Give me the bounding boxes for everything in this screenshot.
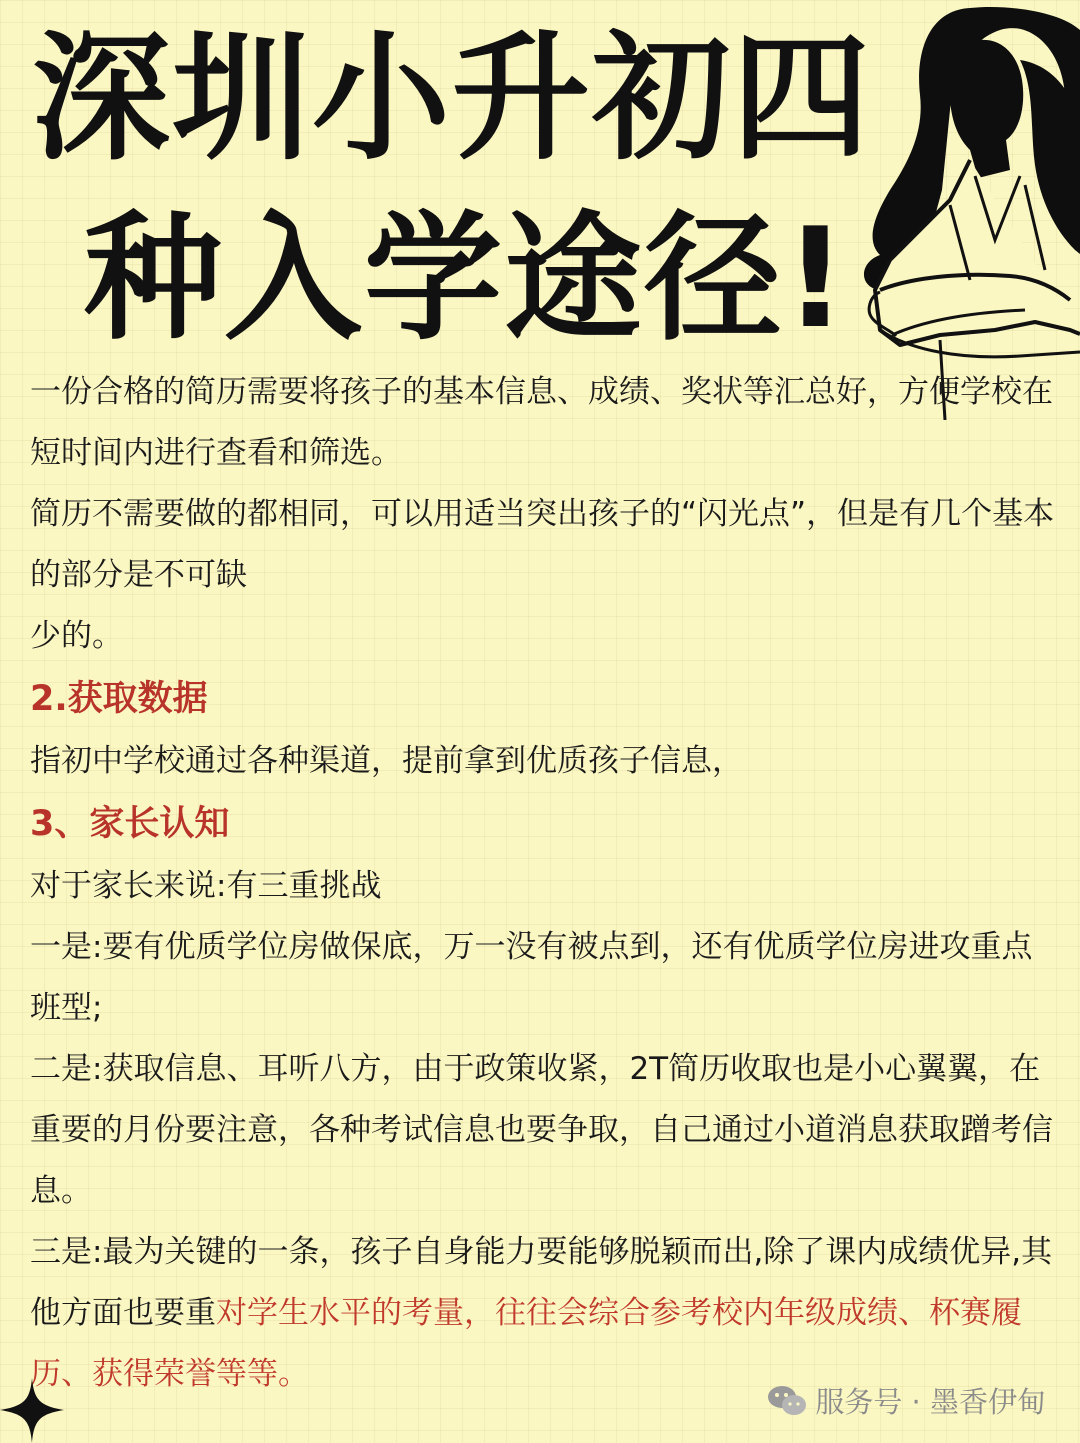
section-3-paragraph-4-text: 三是:最为关键的一条，孩子自身能力要能够脱颖而出,除了课内成绩优异,其他方面也要重 [30,1234,1053,1331]
sparkle-star-icon [0,1378,70,1443]
watermark [767,1380,1046,1421]
section-2-heading: 2.获取数据 [30,679,208,719]
section-3-paragraph-2: 一是:要有优质学位房做保底，万一没有被点到，还有优质学位房进攻重点班型; [30,929,1033,1026]
wechat-icon [767,1384,807,1418]
woman-illustration-icon [820,0,1080,420]
section-3-paragraph-4-highlight: 对学生水平的考量，往往会综合参考校内年级成绩、杯赛履历、获得荣誉等等。 [30,1295,1022,1392]
article-body [30,362,1060,1405]
intro-paragraph-3: 少的。 [30,618,123,654]
section-2-paragraph: 指初中学校通过各种渠道，提前拿到优质孩子信息， [30,743,743,779]
intro-paragraph-2: 简历不需要做的都相同，可以用适当突出孩子的“闪光点”，但是有几个基本的部分是不可缺 [30,496,1055,593]
section-3-paragraph-4 [30,1222,1060,1405]
section-3-paragraph-1: 对于家长来说:有三重挑战 [30,868,382,904]
watermark-text: 服务号 · 墨香伊甸 [815,1385,1046,1419]
intro-paragraph-1: 一份合格的简历需要将孩子的基本信息、成绩、奖状等汇总好，方便学校在短时间内进行查看和筛选。 [30,374,1053,471]
section-3-paragraph-3: 二是:获取信息、耳听八方，由于政策收紧，2T简历收取也是小心翼翼，在重要的月份要注意，各种考试信息也要争取，自己通过小道消息获取蹭考信息。 [30,1051,1053,1209]
page-title-line-2: 种入学途径! [84,198,849,359]
section-3-heading: 3、家长认知 [30,804,230,844]
page-title-line-1: 深圳小升初四 [32,18,873,179]
